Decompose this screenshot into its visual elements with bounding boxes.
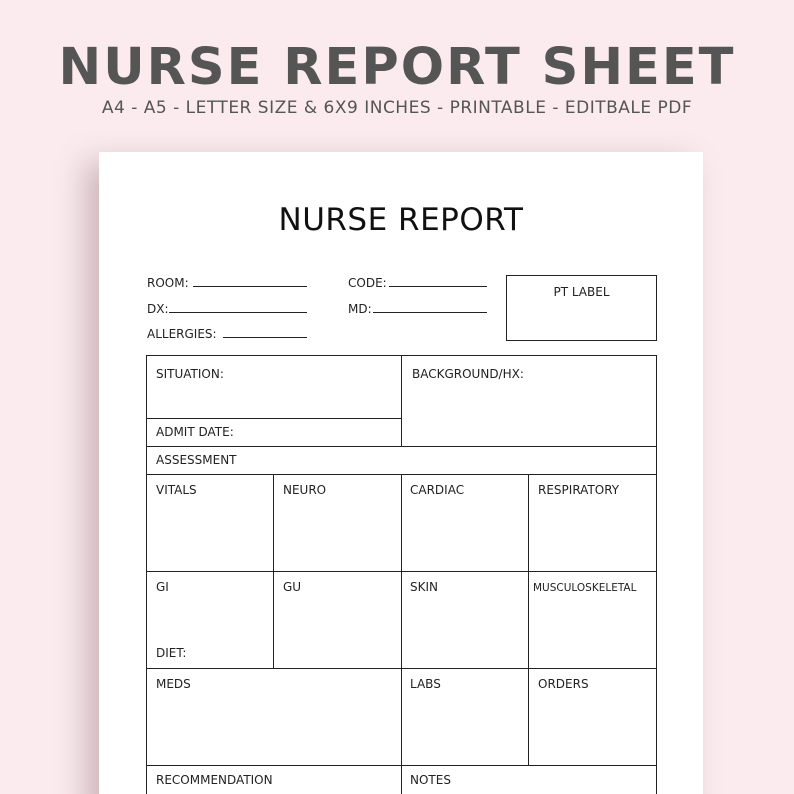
col1-divider <box>273 474 274 668</box>
assessment-label: ASSESSMENT <box>156 453 237 467</box>
room-label: ROOM: <box>147 276 189 290</box>
musculoskeletal-label: MUSCULOSKELETAL <box>533 582 637 594</box>
neuro-label: NEURO <box>283 483 327 497</box>
dx-field[interactable] <box>169 312 307 313</box>
dx-label: DX: <box>147 302 169 316</box>
report-sheet <box>99 152 703 794</box>
admit-divider <box>146 446 657 447</box>
md-label: MD: <box>348 302 372 316</box>
diet-label: DIET: <box>156 646 187 660</box>
cardiac-label: CARDIAC <box>410 483 465 497</box>
allergies-label: ALLERGIES: <box>147 327 217 341</box>
code-label: CODE: <box>348 276 387 290</box>
notes-label: NOTES <box>410 773 451 787</box>
labs-label: LABS <box>410 677 441 691</box>
situation-divider <box>146 418 401 419</box>
gu-label: GU <box>283 580 302 594</box>
pt-label-box[interactable] <box>506 275 657 341</box>
banner-title: NURSE REPORT SHEET <box>58 38 736 97</box>
banner-subtitle: A4 - A5 - LETTER SIZE & 6X9 INCHES - PRINTABLE - EDITBALE PDF <box>101 98 693 118</box>
col2-divider <box>401 474 402 794</box>
background-label: BACKGROUND/HX: <box>412 367 524 381</box>
respiratory-label: RESPIRATORY <box>538 483 620 497</box>
room-field[interactable] <box>193 286 307 287</box>
recommendation-label: RECOMMENDATION <box>156 773 273 787</box>
situation-background-divider <box>401 355 402 446</box>
admit-date-label: ADMIT DATE: <box>156 425 234 439</box>
sheet-title: NURSE REPORT <box>278 202 524 238</box>
skin-label: SKIN <box>410 580 439 594</box>
allergies-field[interactable] <box>223 337 307 338</box>
md-field[interactable] <box>373 312 487 313</box>
col3-divider <box>528 474 529 765</box>
meds-label: MEDS <box>156 677 191 691</box>
orders-label: ORDERS <box>538 677 589 691</box>
gi-label: GI <box>156 580 169 594</box>
situation-label: SITUATION: <box>156 367 224 381</box>
pt-label-text: PT LABEL <box>553 285 610 299</box>
code-field[interactable] <box>389 286 487 287</box>
vitals-label: VITALS <box>156 483 197 497</box>
